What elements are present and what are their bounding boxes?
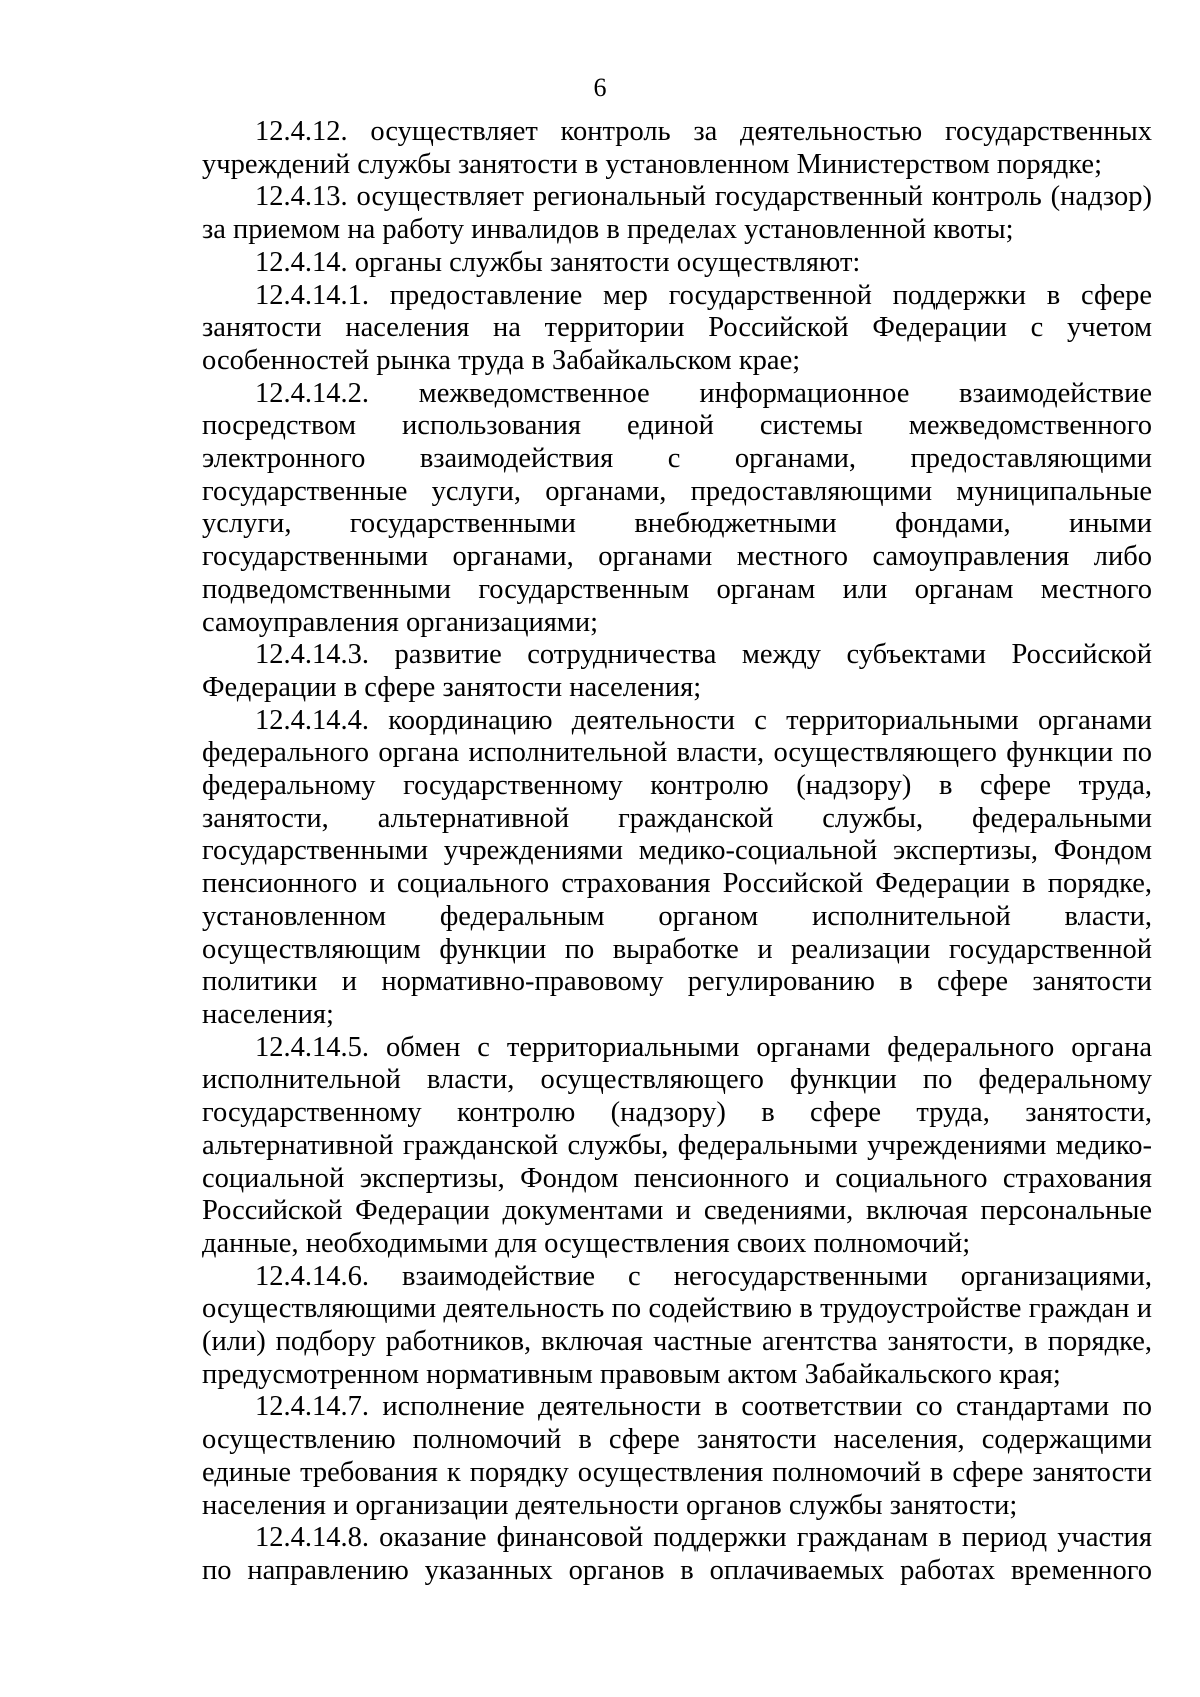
paragraph-12-4-14-7: 12.4.14.7. исполнение деятельности в соответствии со стандартами по осуществлению полномочий в сфере занятости населения, содержащими единые требования к порядку осуществления полномочий в сфере занятости населения и организации деятельности органов службы занятости; — [202, 1391, 1152, 1521]
paragraph-12-4-14-2: 12.4.14.2. межведомственное информационное взаимодействие посредством использования единой системы межведомственного электронного взаимодействия с органами, предоставляющими государственные услуги, органами, предоставляющими муниципальные услуги, государственными внебюджетными фондами, иными государственными органами, органами местного самоуправления либо подведомственными государственным органам или органам местного самоуправления организациями; — [202, 377, 1152, 638]
paragraph-12-4-13: 12.4.13. осуществляет региональный государственный контроль (надзор) за приемом на работу инвалидов в пределах установленной квоты; — [202, 181, 1152, 246]
page-number: 6 — [593, 73, 607, 102]
paragraph-12-4-14-6: 12.4.14.6. взаимодействие с негосударственными организациями, осуществляющими деятельность по содействию в трудоустройстве граждан и (или) подбору работников, включая частные агентства занятости, в порядке, предусмотренном нормативным правовым актом Забайкальского края; — [202, 1260, 1152, 1390]
paragraph-12-4-12: 12.4.12. осуществляет контроль за деятельностью государственных учреждений службы занятости в установленном Министерством порядке; — [202, 116, 1152, 180]
paragraph-12-4-14-8: 12.4.14.8. оказание финансовой поддержки гражданам в период участия по направлению указанных органов в оплачиваемых работах временного — [202, 1522, 1152, 1586]
paragraph-12-4-14-5: 12.4.14.5. обмен с территориальными органами федерального органа исполнительной власти, осуществляющего функции по федеральному государственному контролю (надзору) в сфере труда, занятости, альтернативной гражданской службы, федеральными учреждениями медико-социальной экспертизы, Фондом пенсионного и социального страхования Российской Федерации документами и сведениями, включая персональные данные, необходимыми для осуществления своих полномочий; — [202, 1031, 1152, 1259]
paragraph-12-4-14-4: 12.4.14.4. координацию деятельности с территориальными органами федерального органа исполнительной власти, осуществляющего функции по федеральному государственному контролю (надзору) в сфере труда, занятости, альтернативной гражданской службы, федеральными государственными учреждениями медико-социальной экспертизы, Фондом пенсионного и социального страхования Российской Федерации в порядке, установленном федеральным органом исполнительной власти, осуществляющим функции по выработке и реализации государственной политики и нормативно-правовому регулированию в сфере занятости населения; — [202, 704, 1152, 1030]
paragraph-12-4-14: 12.4.14. органы службы занятости осуществляют: — [255, 246, 861, 278]
document-body — [202, 116, 1152, 1588]
paragraph-12-4-14-1: 12.4.14.1. предоставление мер государственной поддержки в сфере занятости населения на территории Российской Федерации с учетом особенностей рынка труда в Забайкальском крае; — [202, 279, 1152, 376]
paragraph-12-4-14-3: 12.4.14.3. развитие сотрудничества между субъектами Российской Федерации в сфере занятости населения; — [202, 639, 1152, 703]
